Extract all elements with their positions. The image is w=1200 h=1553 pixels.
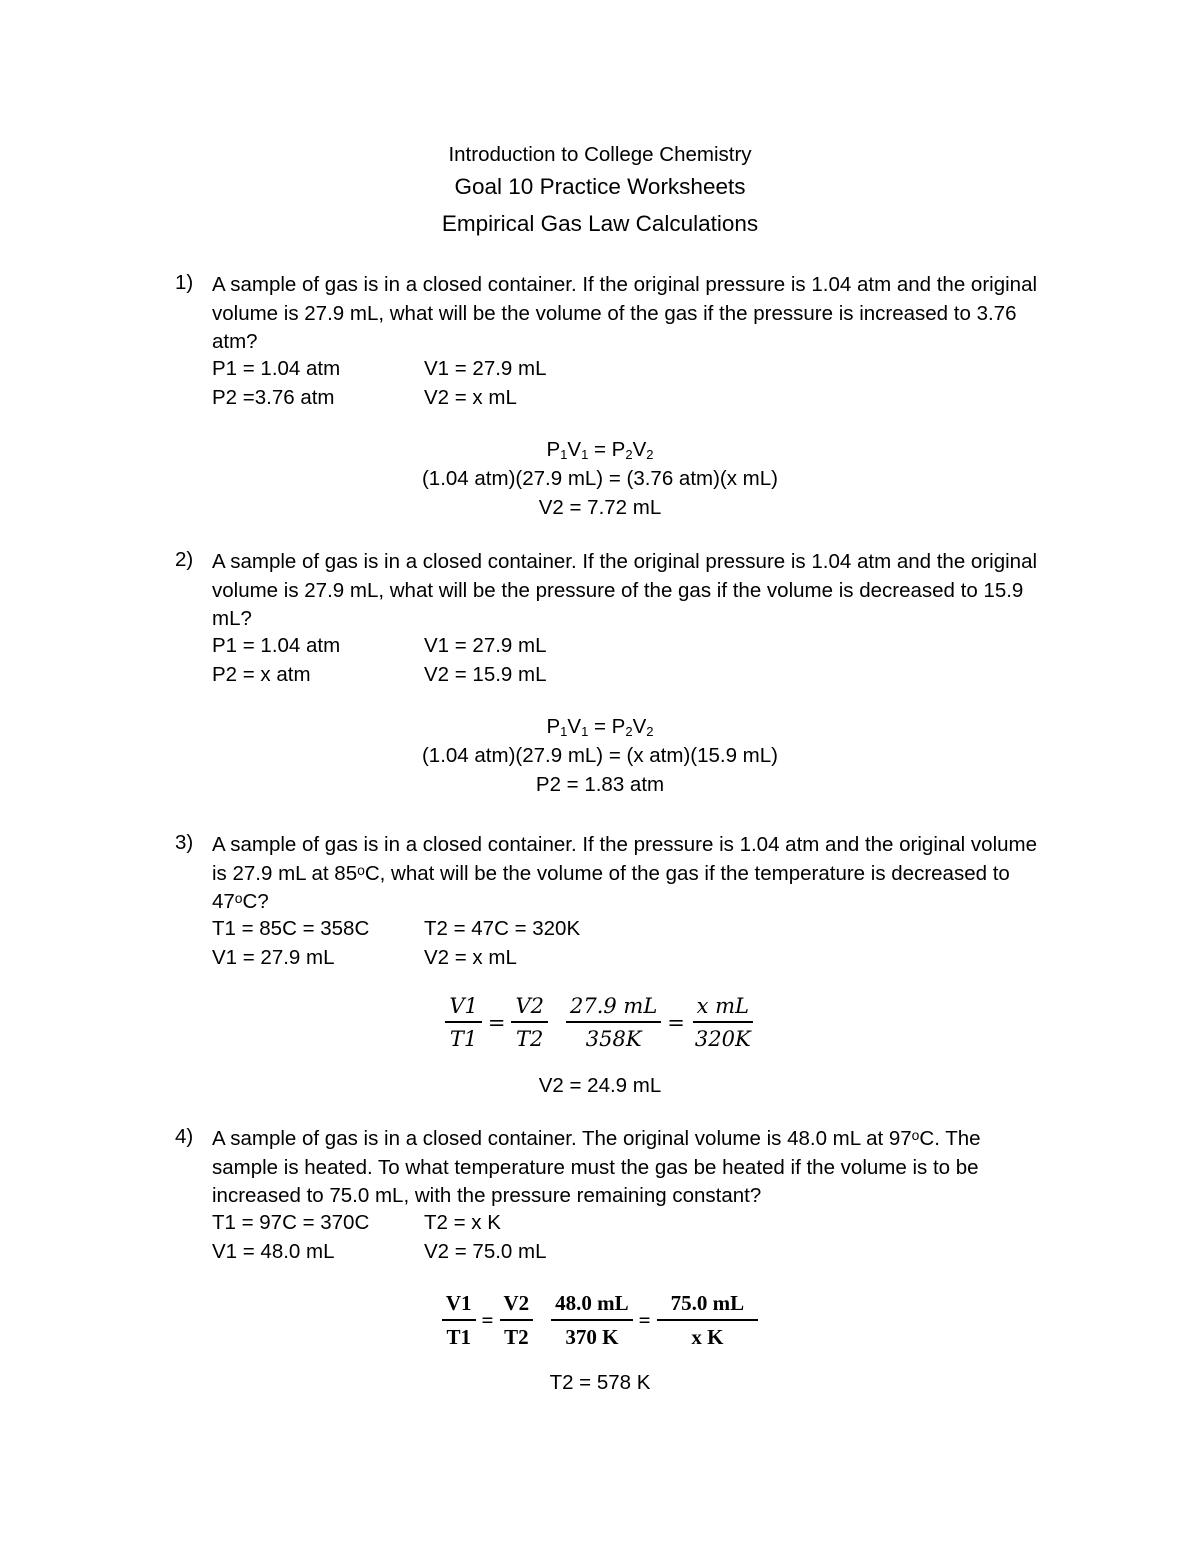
fraction: $\frac{48.0 mL}{370 K}$ [551,1291,633,1350]
given-value: V1 = 27.9 mL [424,357,547,380]
fraction: $\frac{\text{x mL}}{320K}$ [691,994,755,1051]
given-value: V2 = 75.0 mL [424,1240,547,1263]
given-value: V1 = 48.0 mL [212,1240,335,1263]
question-number: 3) [175,831,194,854]
given-value: V1 = 27.9 mL [424,634,547,657]
question-text: A sample of gas is in a closed container. If the original pressure is 1.04 atm and the original volume is 27.9 mL, what will be the pressure of the gas if the volume is decreased to 15.9 mL? [212,550,1038,630]
given-value: V2 = x mL [424,386,517,409]
question-text: A sample of gas is in a closed container. If the original pressure is 1.04 atm and the original volume is 27.9 mL, what will be the volume of the gas if the pressure is increased to 3.76 atm? [212,273,1038,353]
given-value: P1 = 1.04 atm [212,634,341,657]
boyles-law-equation: $P_1V_1 = P_2V_2$ [546,715,654,739]
answer: V2 = 7.72 mL [538,496,662,519]
fraction: $\frac{V1}{T1}$ [442,1291,476,1350]
given-value: T2 = x K [424,1211,501,1234]
given-value: T2 = 47C = 320K [424,917,581,940]
question-number: 1) [175,271,194,294]
given-value: T1 = 97C = 370C [212,1211,370,1234]
question-number: 2) [175,548,194,571]
fraction: $\frac{V2}{T2}$ [511,994,548,1051]
question-text: A sample of gas is in a closed container. The original volume is 48.0 mL at 97ᵒC. The sample is heated. To what temperature must the gas be heated if the volume is to be increased to 75.0 mL, with the pressure remaining constant? [212,1127,981,1207]
given-value: V2 = x mL [424,946,517,969]
fraction: $\frac{27.9 mL}{358K}$ [566,994,661,1051]
topic-title: Empirical Gas Law Calculations [441,211,759,236]
given-value: V1 = 27.9 mL [212,946,335,969]
substitution-equation: (1.04 atm)(27.9 mL) = (3.76 atm)(x mL) [421,467,778,490]
charles-law-equation: $\frac{V1}{T1}$ = $\frac{V2}{T2}$ $\frac{27.9 mL}{358K}$ = $\frac{\text{x mL}}{320K}$ [0,994,1200,1051]
course-title: Introduction to College Chemistry [448,143,752,166]
given-value: T1 = 85C = 358C [212,917,370,940]
fraction: $\frac{V1}{T1}$ [445,994,482,1051]
given-value: P2 =3.76 atm [212,386,335,409]
given-value: V2 = 15.9 mL [424,663,547,686]
goal-title: Goal 10 Practice Worksheets [454,174,746,199]
question-number: 4) [175,1125,194,1148]
answer: T2 = 578 K [549,1371,651,1394]
substitution-equation: (1.04 atm)(27.9 mL) = (x atm)(15.9 mL) [421,744,778,767]
answer: V2 = 24.9 mL [538,1074,662,1097]
given-value: P1 = 1.04 atm [212,357,341,380]
fraction: $\frac{V2}{T2}$ [500,1291,534,1350]
answer: P2 = 1.83 atm [535,773,665,796]
fraction: $\frac{75.0 mL}{\text{x K}}$ [657,1291,759,1350]
charles-law-equation: $\frac{V1}{T1}$ = $\frac{V2}{T2}$ $\frac{48.0 mL}{370 K}$ = $\frac{75.0 mL}{\text{x K}}$ [0,1291,1200,1350]
given-value: P2 = x atm [212,663,311,686]
question-text: A sample of gas is in a closed container. If the pressure is 1.04 atm and the original volume is 27.9 mL at 85ᵒC, what will be the volume of the gas if the temperature is decreased to 47ᵒC? [212,833,1038,913]
boyles-law-equation: $P_1V_1 = P_2V_2$ [546,438,654,462]
